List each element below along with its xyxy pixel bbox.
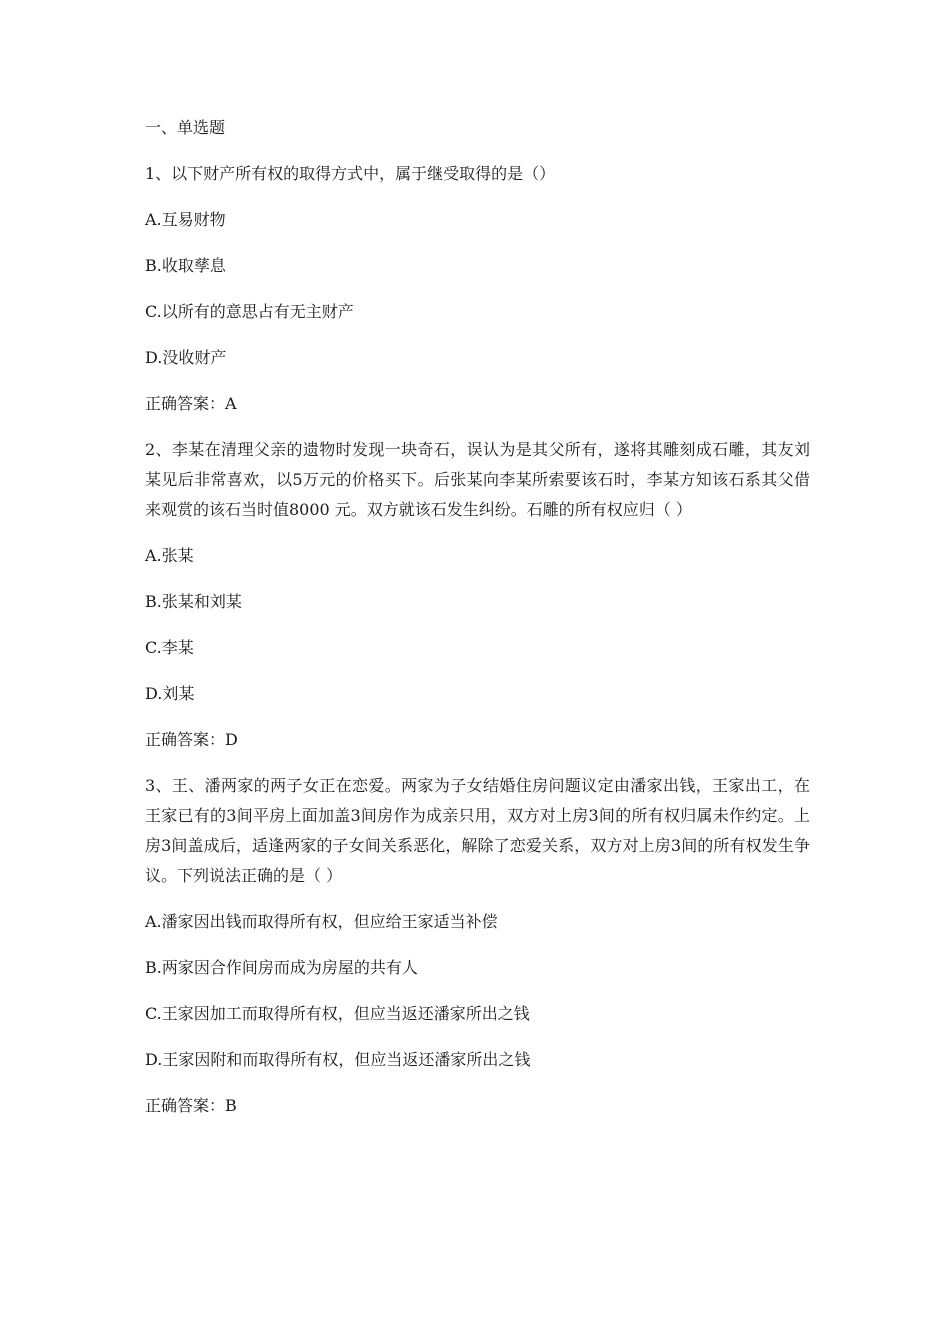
question-stem: 1、以下财产所有权的取得方式中，属于继受取得的是（） (145, 164, 556, 183)
option-d: D.王家因附和而取得所有权，但应当返还潘家所出之钱 (145, 1050, 531, 1069)
option-d: D.刘某 (145, 684, 195, 703)
answer: 正确答案：B (145, 1096, 237, 1115)
option-c: C.以所有的意思占有无主财产 (145, 302, 354, 321)
option-c: C.李某 (145, 638, 194, 657)
answer: 正确答案：A (145, 394, 237, 413)
question-2 (145, 435, 810, 755)
option-b: B.收取孳息 (145, 256, 226, 275)
option-a: A.张某 (145, 546, 194, 565)
question-1 (145, 159, 810, 419)
question-stem: 2、李某在清理父亲的遗物时发现一块奇石，误认为是其父所有，遂将其雕刻成石雕，其友刘某见后非常喜欢，以5万元的价格买下。后张某向李某所索要该石时，李某方知该石系其父借来观赏的该石当时值8000 元。双方就该石发生纠纷。石雕的所有权应归（ ） (145, 440, 810, 519)
option-a: A.互易财物 (145, 210, 226, 229)
question-stem: 3、王、潘两家的两子女正在恋爱。两家为子女结婚住房问题议定由潘家出钱，王家出工，在王家已有的3间平房上面加盖3间房作为成亲只用，双方对上房3间的所有权归属未作约定。上房3间盖成后，适逢两家的子女间关系恶化，解除了恋爱关系，双方对上房3间的所有权发生争议。下列说法正确的是（ ） (145, 776, 810, 885)
question-3 (145, 771, 810, 1121)
section-title: 一、单选题 (145, 118, 226, 137)
option-b: B.张某和刘某 (145, 592, 242, 611)
option-b: B.两家因合作间房而成为房屋的共有人 (145, 958, 418, 977)
answer: 正确答案：D (145, 730, 238, 749)
option-a: A.潘家因出钱而取得所有权，但应给王家适当补偿 (145, 912, 498, 931)
option-c: C.王家因加工而取得所有权，但应当返还潘家所出之钱 (145, 1004, 530, 1023)
option-d: D.没收财产 (145, 348, 227, 367)
document-page (145, 113, 810, 1137)
